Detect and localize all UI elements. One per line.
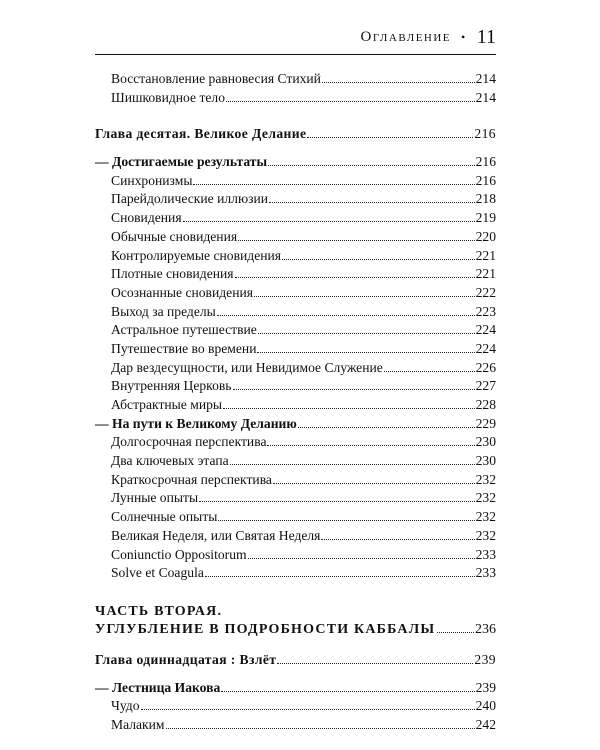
toc-entry-title: Плотные сновидения	[111, 266, 234, 282]
toc-section-jacob[interactable]	[95, 679, 496, 698]
dot-leader	[218, 520, 474, 521]
toc-entry-title: Астральное путешествие	[111, 322, 257, 338]
dot-leader	[384, 371, 475, 372]
dot-leader	[233, 389, 475, 390]
toc-entry[interactable]	[95, 340, 496, 359]
toc-entry[interactable]	[95, 716, 496, 735]
toc-entry[interactable]	[95, 359, 496, 378]
section3-list	[95, 697, 496, 734]
toc-entry-page: 233	[475, 546, 496, 562]
toc-entry-page: 232	[475, 509, 496, 525]
toc-section-results[interactable]	[95, 153, 496, 172]
toc-entry-title: Сновидения	[111, 210, 182, 226]
toc-entry[interactable]	[95, 489, 496, 508]
dot-leader	[298, 427, 475, 428]
chapter-title: Глава одиннадцатая : Взлёт	[95, 651, 277, 667]
toc-entry[interactable]	[95, 172, 496, 191]
toc-entry-page: 221	[475, 266, 496, 282]
dot-leader	[230, 464, 475, 465]
toc-entry-page: 227	[475, 378, 496, 394]
toc-entry-page: 228	[475, 397, 496, 412]
dot-leader	[273, 483, 475, 484]
dot-leader	[268, 165, 475, 166]
toc-entry-page: 222	[475, 284, 496, 300]
dot-leader	[307, 137, 473, 138]
toc-entry[interactable]	[95, 89, 496, 108]
dot-leader	[269, 202, 475, 203]
section-title: — На пути к Великому Деланию	[95, 415, 297, 431]
dot-leader	[223, 408, 475, 409]
toc-entry-title: Выход за пределы	[111, 303, 216, 319]
section-page: 229	[475, 415, 496, 431]
toc-entry[interactable]	[95, 527, 496, 546]
toc-entry[interactable]	[95, 228, 496, 247]
toc-entry-title: Синхронизмы	[111, 172, 193, 188]
chapter-title: Глава десятая. Великое Делание	[95, 126, 307, 142]
dot-leader	[277, 663, 473, 664]
toc-entry[interactable]	[95, 190, 496, 209]
toc-entry[interactable]	[95, 265, 496, 284]
toc-entry-title: Восстановление равновесия Стихий	[111, 71, 321, 86]
toc-entry-title: Путешествие во времени	[111, 340, 257, 356]
section2-list	[95, 433, 496, 583]
toc-entry-page: 232	[475, 490, 496, 506]
section1-list	[95, 172, 496, 415]
dot-leader	[267, 445, 474, 446]
toc-entry-page: 216	[475, 172, 496, 188]
toc-entry[interactable]	[95, 546, 496, 565]
toc-entry[interactable]	[95, 452, 496, 471]
toc-entry[interactable]	[95, 471, 496, 490]
toc-entry-title: Дар вездесущности, или Невидимое Служение	[111, 359, 383, 375]
toc-entry-page: 226	[475, 359, 496, 375]
toc-entry-title: Шишковидное тело	[111, 89, 226, 105]
chapter-page: 216	[474, 126, 496, 142]
dot-leader	[141, 709, 475, 710]
toc-entry-title: Долгосрочная перспектива	[111, 434, 267, 450]
part-subtitle: УГЛУБЛЕНИЕ В ПОДРОБНОСТИ КАББАЛЫ	[95, 621, 436, 637]
toc-entry-title: Два ключевых этапа	[111, 453, 229, 469]
toc-entry-title: Чудо	[111, 698, 140, 714]
toc-entry[interactable]	[95, 303, 496, 322]
toc-part-two[interactable]	[95, 603, 496, 639]
section-page: 216	[475, 154, 496, 170]
toc-entry-title: Coniunctio Oppositorum	[111, 546, 247, 562]
toc-entry-title: Обычные сновидения	[111, 228, 238, 244]
toc-entry[interactable]	[95, 321, 496, 340]
dot-leader	[166, 728, 475, 729]
dot-leader	[282, 259, 475, 260]
toc-entry[interactable]	[95, 396, 496, 415]
toc-entry-title: Solve et Coagula	[111, 565, 204, 581]
toc-entry[interactable]	[95, 247, 496, 266]
toc-entry-page: 214	[475, 71, 496, 86]
toc-entry-title: Осознанные сновидения	[111, 284, 253, 300]
dot-leader	[321, 539, 474, 540]
toc-entry[interactable]	[95, 209, 496, 228]
toc-entry-title: Малаким	[111, 716, 165, 732]
toc-entry-page: 219	[475, 210, 496, 226]
toc-entry-title: Контролируемые сновидения	[111, 247, 282, 263]
dot-leader	[238, 240, 475, 241]
toc-entry-title: Внутренняя Церковь	[111, 378, 232, 394]
toc-entry-page: 218	[475, 191, 496, 207]
toc-entry-title: Лунные опыты	[111, 490, 199, 506]
section-page: 239	[475, 679, 496, 695]
toc-entry-page: 233	[475, 565, 496, 581]
toc-entry[interactable]	[95, 433, 496, 452]
toc-entry-page: 223	[475, 303, 496, 319]
dot-leader	[437, 632, 474, 633]
section-title: — Достигаемые результаты	[95, 154, 268, 170]
toc-entry-page: 224	[475, 322, 496, 338]
dot-leader	[322, 82, 475, 83]
dot-leader	[248, 558, 475, 559]
dot-leader	[235, 277, 475, 278]
toc-entry-title: Парейдолические иллюзии	[111, 191, 269, 207]
toc-entry[interactable]	[95, 564, 496, 583]
chapter-page: 239	[474, 651, 496, 667]
toc-entry-title: Абстрактные миры	[111, 397, 223, 412]
part-page: 236	[475, 621, 496, 637]
header-rule	[95, 54, 496, 55]
header-separator: •	[461, 29, 467, 44]
dot-leader	[217, 315, 475, 316]
dot-leader	[226, 101, 475, 102]
toc-entry-page: 230	[475, 453, 496, 469]
part-heading: ЧАСТЬ ВТОРАЯ.	[95, 603, 223, 619]
dot-leader	[221, 691, 474, 692]
toc-section-path[interactable]	[95, 415, 496, 434]
dot-leader	[205, 576, 475, 577]
toc-entry-title: Солнечные опыты	[111, 509, 218, 525]
toc-chapter-11[interactable]	[95, 651, 496, 670]
toc-entry-page: 224	[475, 340, 496, 356]
toc-entry[interactable]	[95, 377, 496, 396]
toc-entry-page: 232	[475, 471, 496, 487]
toc-entry-page: 214	[475, 89, 496, 105]
running-header	[95, 22, 496, 52]
dot-leader	[257, 352, 474, 353]
toc-entry-title: Краткосрочная перспектива	[111, 471, 272, 487]
toc-entry-page: 220	[475, 228, 496, 244]
toc-entry-page: 230	[475, 434, 496, 450]
header-title: Оглавление	[360, 28, 452, 45]
toc-entry[interactable]	[95, 697, 496, 716]
toc-entry[interactable]	[95, 508, 496, 527]
section-title: — Лестница Иакова	[95, 679, 221, 695]
toc-entry-page: 242	[475, 716, 496, 732]
dot-leader	[258, 333, 475, 334]
dot-leader	[254, 296, 475, 297]
dot-leader	[193, 184, 474, 185]
dot-leader	[199, 501, 475, 502]
toc-entry-title: Великая Неделя, или Святая Неделя	[111, 527, 321, 543]
toc-chapter-10[interactable]	[95, 125, 496, 144]
table-of-contents	[95, 70, 496, 735]
toc-entry[interactable]	[95, 284, 496, 303]
toc-entry-page: 240	[475, 698, 496, 714]
part-subtitle-row	[95, 621, 496, 639]
header-page-number: 11	[476, 25, 496, 48]
toc-entry-page: 221	[475, 247, 496, 263]
toc-entry-page: 232	[475, 527, 496, 543]
dot-leader	[183, 221, 475, 222]
toc-entry[interactable]	[95, 70, 496, 89]
